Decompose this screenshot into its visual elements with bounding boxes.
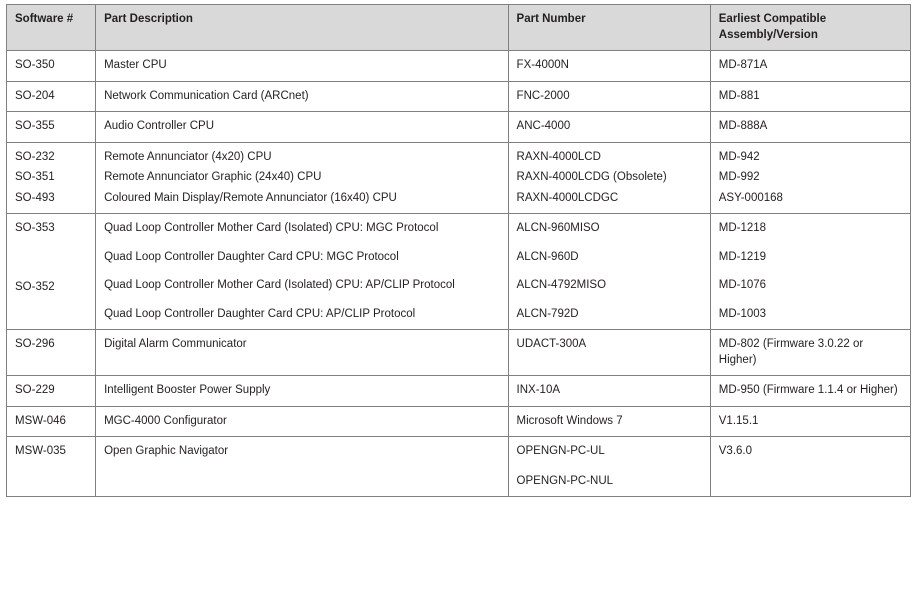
cell-software: SO-296 xyxy=(7,330,96,376)
cell-version-line: MD-1003 xyxy=(718,307,767,320)
cell-part-number: ANC-4000 xyxy=(508,112,710,143)
table-row xyxy=(7,112,911,143)
cell-description: Intelligent Booster Power Supply xyxy=(96,376,508,407)
cell-description: MGC-4000 Configurator xyxy=(96,406,508,437)
cell-software: SO-350 xyxy=(7,51,96,82)
table-row xyxy=(7,81,911,112)
cell-version: MD-871A xyxy=(710,51,910,82)
cell-part-number: FX-4000N xyxy=(508,51,710,82)
cell-software-line: SO-352 xyxy=(15,281,55,294)
cell-part-number: INX-10A xyxy=(508,376,710,407)
cell-part-number-line: ALCN-792D xyxy=(516,307,579,320)
cell-version: V1.15.1 xyxy=(710,406,910,437)
cell-version: MD-888A xyxy=(710,112,910,143)
cell-part-number: UDACT-300A xyxy=(508,330,710,376)
cell-software: MSW-035 xyxy=(7,437,96,497)
table-row xyxy=(7,376,911,407)
table-row xyxy=(7,51,911,82)
column-header-software: Software # xyxy=(7,5,96,51)
cell-part-number-line: ALCN-960MISO xyxy=(516,222,600,235)
cell-software xyxy=(7,142,96,214)
cell-software: SO-204 xyxy=(7,81,96,112)
cell-description: Network Communication Card (ARCnet) xyxy=(96,81,508,112)
cell-software-line: SO-493 xyxy=(15,191,55,204)
cell-description: Audio Controller CPU xyxy=(96,112,508,143)
table-header-row xyxy=(7,5,911,51)
cell-description: Digital Alarm Communicator xyxy=(96,330,508,376)
table-row xyxy=(7,406,911,437)
cell-version: MD-802 (Firmware 3.0.22 or Higher) xyxy=(710,330,910,376)
cell-description xyxy=(96,214,508,330)
compatibility-table xyxy=(6,4,911,497)
cell-part-number-line: RAXN-4000LCD xyxy=(516,150,601,163)
cell-description: Open Graphic Navigator xyxy=(96,437,508,497)
cell-part-number xyxy=(508,214,710,330)
cell-software-line: SO-351 xyxy=(15,171,55,184)
cell-version xyxy=(710,214,910,330)
cell-software: SO-355 xyxy=(7,112,96,143)
cell-part-number: Microsoft Windows 7 xyxy=(508,406,710,437)
column-header-description: Part Description xyxy=(96,5,508,51)
cell-description-line: Quad Loop Controller Daughter Card CPU: AP/CLIP Protocol xyxy=(104,307,416,320)
cell-version-line: MD-1219 xyxy=(718,250,767,263)
cell-part-number xyxy=(508,437,710,497)
cell-description-line: Remote Annunciator (4x20) CPU xyxy=(104,150,272,163)
table-row xyxy=(7,330,911,376)
cell-part-number-line: OPENGN-PC-NUL xyxy=(516,474,614,487)
column-header-version xyxy=(710,5,910,51)
cell-part-number-line: RAXN-4000LCDG (Obsolete) xyxy=(516,171,667,184)
cell-description-line: Quad Loop Controller Mother Card (Isolated) CPU: MGC Protocol xyxy=(104,222,439,235)
column-header-version-line1: Earliest Compatible xyxy=(718,13,827,25)
cell-description-line: Remote Annunciator Graphic (24x40) CPU xyxy=(104,171,322,184)
cell-description-line: Quad Loop Controller Daughter Card CPU: MGC Protocol xyxy=(104,250,399,263)
cell-version-line: MD-942 xyxy=(718,150,760,163)
cell-version-line: MD-1076 xyxy=(718,279,767,292)
table-row xyxy=(7,214,911,330)
cell-part-number-line: ALCN-960D xyxy=(516,250,579,263)
cell-description xyxy=(96,142,508,214)
table-body xyxy=(7,51,911,497)
column-header-part-number: Part Number xyxy=(508,5,710,51)
table-row xyxy=(7,437,911,497)
cell-software: SO-229 xyxy=(7,376,96,407)
cell-part-number-line: OPENGN-PC-UL xyxy=(516,445,605,458)
cell-version xyxy=(710,142,910,214)
cell-version: V3.6.0 xyxy=(710,437,910,497)
cell-software-line: SO-232 xyxy=(15,150,55,163)
cell-version: MD-881 xyxy=(710,81,910,112)
cell-part-number xyxy=(508,142,710,214)
table-header xyxy=(7,5,911,51)
cell-description-line: Quad Loop Controller Mother Card (Isolated) CPU: AP/CLIP Protocol xyxy=(104,279,455,292)
column-header-version-line2: Assembly/Version xyxy=(718,28,818,41)
cell-part-number: FNC-2000 xyxy=(508,81,710,112)
cell-version-line: MD-1218 xyxy=(718,222,767,235)
cell-software: MSW-046 xyxy=(7,406,96,437)
cell-description: Master CPU xyxy=(96,51,508,82)
cell-version: MD-950 (Firmware 1.1.4 or Higher) xyxy=(710,376,910,407)
cell-part-number-line: ALCN-4792MISO xyxy=(516,279,607,292)
cell-version-line: MD-992 xyxy=(718,171,760,184)
cell-software xyxy=(7,214,96,330)
table-row xyxy=(7,142,911,214)
cell-software-line: SO-353 xyxy=(15,222,55,235)
cell-version-line: ASY-000168 xyxy=(718,191,783,204)
cell-description-line: Coloured Main Display/Remote Annunciator (16x40) CPU xyxy=(104,191,397,204)
cell-part-number-line: RAXN-4000LCDGC xyxy=(516,191,619,204)
